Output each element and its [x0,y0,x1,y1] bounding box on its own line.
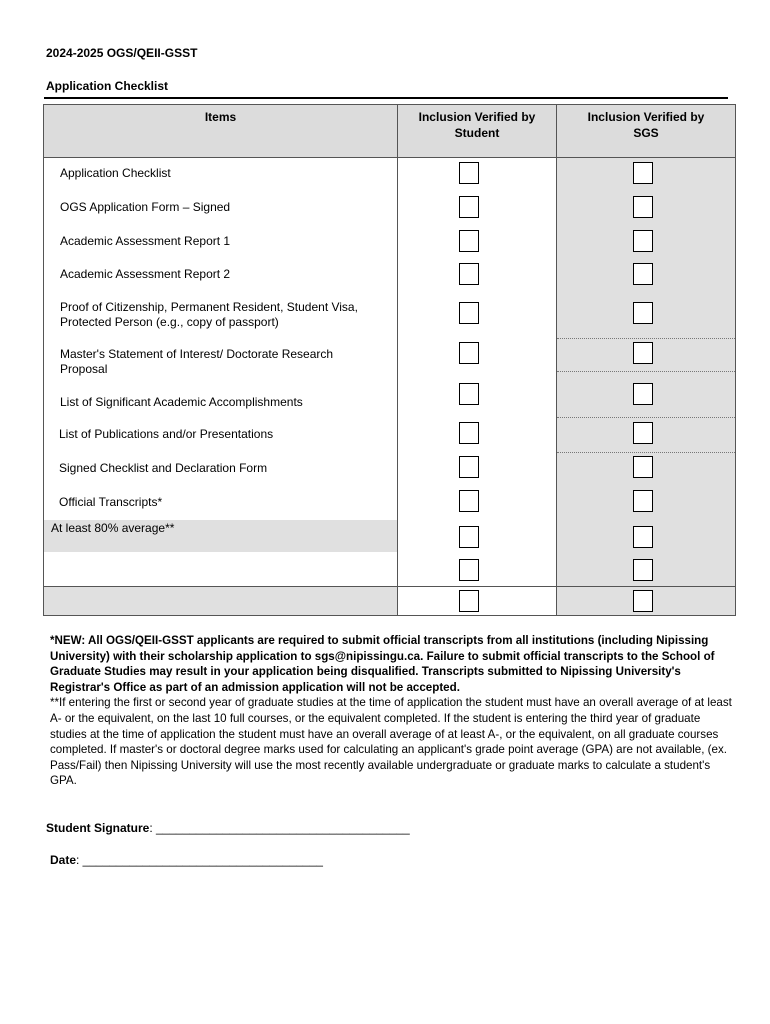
row-band-last [44,586,397,615]
row-divider [557,371,735,372]
list-item [60,347,390,377]
sgs-checkbox[interactable] [633,230,653,252]
item-text: Proof of Citizenship, Permanent Resident, Student Visa, [60,300,358,314]
header-student [398,105,556,157]
header-sgs-line2: SGS [633,126,659,140]
student-checkbox[interactable] [459,342,479,364]
list-item [59,495,389,510]
student-checkbox[interactable] [459,230,479,252]
list-item [60,166,390,181]
column-divider [397,105,398,615]
item-text: Academic Assessment Report 1 [60,234,231,248]
date-label: Date [50,853,77,867]
sgs-checkbox[interactable] [633,490,653,512]
student-checkbox[interactable] [459,383,479,405]
sgs-checkbox[interactable] [633,456,653,478]
student-checkbox[interactable] [459,302,479,324]
student-signature-field[interactable] [46,821,410,835]
list-item [59,427,389,442]
header-items [44,105,397,157]
item-text: Academic Assessment Report 2 [60,267,231,281]
item-text: At least 80% average** [51,521,175,535]
list-item [60,267,390,282]
sgs-checkbox[interactable] [633,263,653,285]
list-item [60,200,390,215]
student-checkbox[interactable] [459,263,479,285]
student-checkbox[interactable] [459,559,479,581]
date-line: : ____________________________________ [76,853,323,867]
student-signature-label: Student Signature [46,821,150,835]
item-text: Master's Statement of Interest/ Doctorate Research [60,347,334,361]
student-checkbox[interactable] [459,526,479,548]
header-student-line2: Student [454,126,500,140]
row-divider [557,417,735,418]
student-checkbox[interactable] [459,490,479,512]
item-text: Official Transcripts* [59,495,163,509]
sgs-checkbox[interactable] [633,559,653,581]
list-item [60,395,390,410]
sgs-checkbox[interactable] [633,196,653,218]
student-checkbox[interactable] [459,590,479,612]
student-checkbox[interactable] [459,196,479,218]
title-rule [44,97,728,99]
sgs-checkbox[interactable] [633,590,653,612]
average-notice: **If entering the first or second year of graduate studies at the time of application the student must have an overall average of at least A- or the equivalent, on the last 10 full courses, or the equivalent completed. If the student is entering the third year of graduate studies at the time of application the student must have an overall average of at least A-, or the equivalent, on all graduate courses completed. If master's or doctoral degree marks used for calculating an applicant's grade point average (GPA) are not available, (ex. Pass/Fail) then Nipissing University will use the most recently available undergraduate or graduate marks to calculate a student's GPA. [50,696,732,788]
document-title: 2024-2025 OGS/QEII-GSST [46,46,198,60]
transcripts-notice: *NEW: All OGS/QEII-GSST applicants are required to submit official transcripts from all institutions (including Nipissing University) with their scholarship application to sgs@nipissingu.ca. Failure to submit official transcripts to the School of Graduate Studies may result in your application being disqualified. Transcripts submitted to Nipissing University's Registrar's Office as part of an admission application will not be accepted. [50,634,715,694]
row-divider [557,338,735,339]
item-text: Protected Person (e.g., copy of passport) [60,315,279,329]
checklist-table [43,104,736,616]
list-item [60,234,390,249]
list-item [51,521,381,536]
row-divider [44,586,735,587]
header-student-line1: Inclusion Verified by [418,110,536,124]
student-signature-line: : ______________________________________ [149,821,410,835]
header-sgs-line1: Inclusion Verified by [587,110,705,124]
sgs-checkbox[interactable] [633,342,653,364]
item-text: List of Significant Academic Accomplishments [60,395,303,409]
sgs-checkbox[interactable] [633,422,653,444]
student-checkbox[interactable] [459,162,479,184]
date-field[interactable] [50,853,323,867]
sgs-checkbox[interactable] [633,302,653,324]
sgs-checkbox[interactable] [633,383,653,405]
student-checkbox[interactable] [459,422,479,444]
list-item [60,300,390,330]
sgs-checkbox[interactable] [633,162,653,184]
item-text: Signed Checklist and Declaration Form [59,461,268,475]
header-sgs [557,105,735,157]
header-items-label: Items [204,110,237,124]
list-item [59,461,389,476]
row-divider [557,452,735,453]
item-text: Proposal [60,362,108,376]
notes-section [50,633,740,789]
column-divider [556,105,557,615]
item-text: Application Checklist [60,166,171,180]
item-text: OGS Application Form – Signed [60,200,231,214]
item-text: List of Publications and/or Presentations [59,427,274,441]
student-checkbox[interactable] [459,456,479,478]
header-divider [44,157,735,158]
section-title: Application Checklist [46,79,169,93]
sgs-checkbox[interactable] [633,526,653,548]
